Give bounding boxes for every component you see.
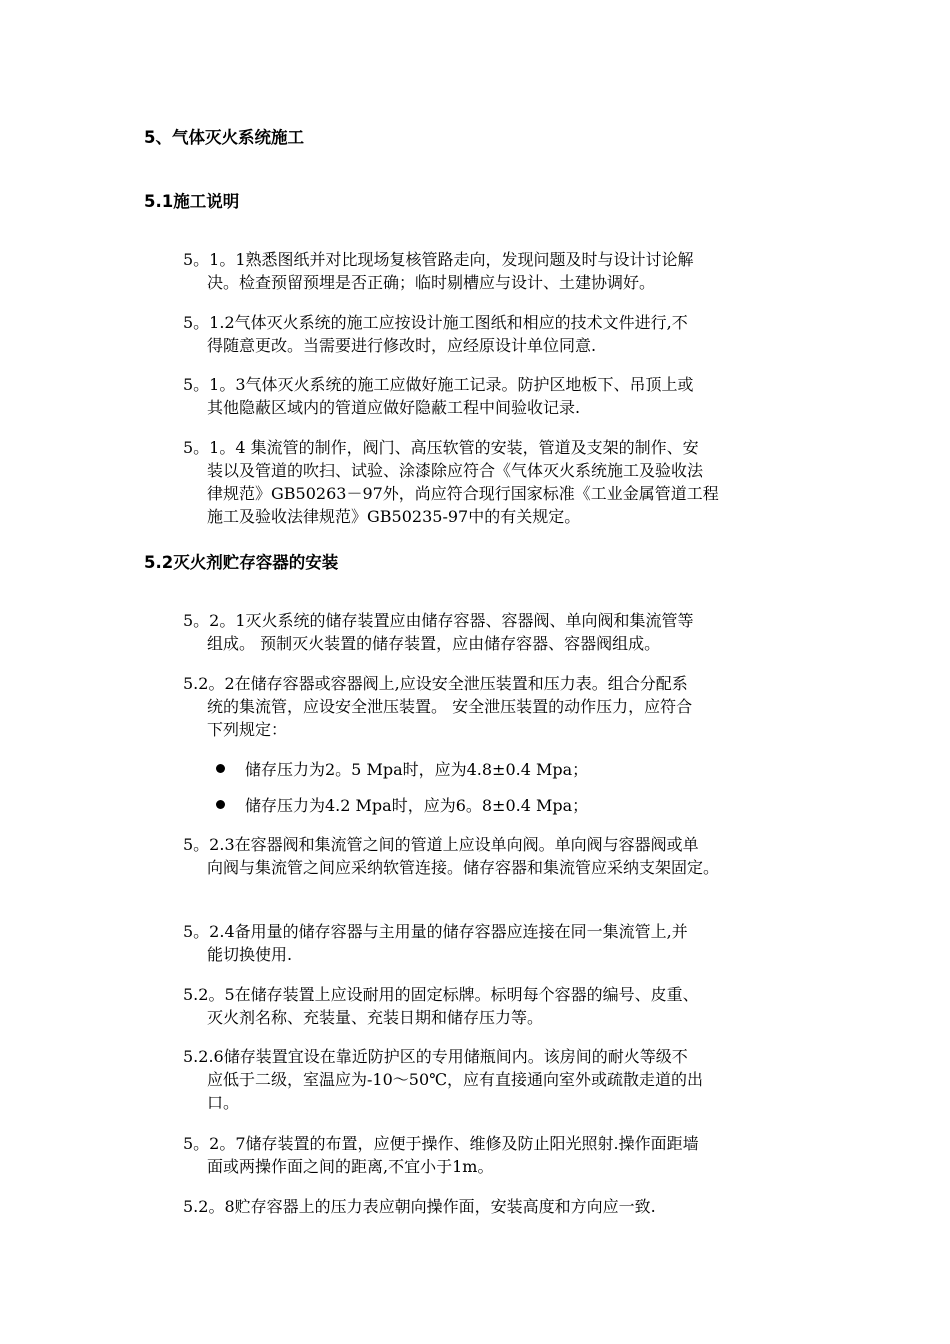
paragraph-5-2-1	[183, 609, 833, 655]
paragraph-5-2-4	[183, 920, 833, 966]
paragraph-5-2-5	[183, 983, 833, 1029]
paragraph-line: 统的集流管，应设安全泄压装置。 安全泄压装置的动作压力，应符合	[207, 697, 693, 716]
paragraph-5-2-3	[183, 833, 833, 879]
paragraph-line: 5。1.2气体灭火系统的施工应按设计施工图纸和相应的技术文件进行,不	[183, 313, 688, 332]
paragraph-5-2-8	[183, 1195, 833, 1218]
paragraph-line: 组成。 预制灭火装置的储存装置，应由储存容器、容器阀组成。	[207, 634, 661, 653]
paragraph-5-2-6	[183, 1045, 833, 1114]
bullet-text: 储存压力为2。5 Mpa时，应为4.8±0.4 Mpa；	[245, 760, 589, 779]
bullet-item	[216, 795, 588, 817]
bullet-icon	[216, 764, 225, 773]
paragraph-line: 5。1。3气体灭火系统的施工应做好施工记录。防护区地板下、吊顶上或	[183, 375, 694, 394]
paragraph-line: 5。2.4备用量的储存容器与主用量的储存容器应连接在同一集流管上,并	[183, 922, 688, 941]
paragraph-line: 装以及管道的吹扫、试验、涂漆除应符合《气体灭火系统施工及验收法	[207, 461, 704, 480]
paragraph-5-2-7	[183, 1132, 833, 1178]
paragraph-line: 5.2.6储存装置宜设在靠近防护区的专用储瓶间内。该房间的耐火等级不	[183, 1047, 688, 1066]
chapter-heading: 5、气体灭火系统施工	[144, 128, 304, 147]
bullet-text: 储存压力为4.2 Mpa时，应为6。8±0.4 Mpa；	[245, 796, 589, 815]
paragraph-line: 灭火剂名称、充装量、充装日期和储存压力等。	[207, 1008, 544, 1027]
paragraph-line: 其他隐蔽区域内的管道应做好隐蔽工程中间验收记录.	[207, 398, 581, 417]
section-heading-5-2: 5.2灭火剂贮存容器的安装	[144, 553, 339, 572]
paragraph-5-2-2	[183, 672, 833, 741]
paragraph-5-1-3	[183, 373, 833, 419]
paragraph-line: 施工及验收法律规范》GB50235-97中的有关规定。	[207, 507, 581, 526]
paragraph-line: 5.2。8贮存容器上的压力表应朝向操作面，安装高度和方向应一致.	[183, 1197, 656, 1216]
paragraph-line: 5。2。1灭火系统的储存装置应由储存容器、容器阀、单向阀和集流管等	[183, 611, 694, 630]
paragraph-line: 面或两操作面之间的距离,不宜小于1m。	[207, 1157, 494, 1176]
paragraph-line: 律规范》GB50263－97外，尚应符合现行国家标准《工业金属管道工程	[207, 484, 719, 503]
paragraph-line: 向阀与集流管之间应采纳软管连接。储存容器和集流管应采纳支架固定。	[207, 858, 720, 877]
paragraph-line: 5。1。1熟悉图纸并对比现场复核管路走向，发现问题及时与设计讨论解	[183, 250, 694, 269]
paragraph-5-1-4	[183, 436, 833, 528]
paragraph-line: 决。检查预留预埋是否正确；临时剔槽应与设计、土建协调好。	[207, 273, 656, 292]
paragraph-line: 下列规定：	[207, 720, 288, 739]
paragraph-line: 5.2。5在储存装置上应设耐用的固定标牌。标明每个容器的编号、皮重、	[183, 985, 699, 1004]
paragraph-line: 口。	[207, 1093, 240, 1112]
paragraph-line: 5。2。7储存装置的布置，应便于操作、维修及防止阳光照射.操作面距墙	[183, 1134, 699, 1153]
paragraph-line: 应低于二级，室温应为-10～50℃，应有直接通向室外或疏散走道的出	[207, 1070, 704, 1089]
paragraph-line: 5。2.3在容器阀和集流管之间的管道上应设单向阀。单向阀与容器阀或单	[183, 835, 699, 854]
paragraph-line: 5。1。4 集流管的制作，阀门、高压软管的安装，管道及支架的制作、安	[183, 438, 699, 457]
paragraph-line: 5.2。2在储存容器或容器阀上,应设安全泄压装置和压力表。组合分配系	[183, 674, 688, 693]
paragraph-line: 得随意更改。当需要进行修改时，应经原设计单位同意.	[207, 336, 597, 355]
paragraph-5-1-2	[183, 311, 833, 357]
bullet-item	[216, 759, 588, 781]
bullet-icon	[216, 800, 225, 809]
paragraph-line: 能切换使用.	[207, 945, 293, 964]
section-heading-5-1: 5.1施工说明	[144, 192, 240, 211]
paragraph-5-1-1	[183, 248, 833, 294]
